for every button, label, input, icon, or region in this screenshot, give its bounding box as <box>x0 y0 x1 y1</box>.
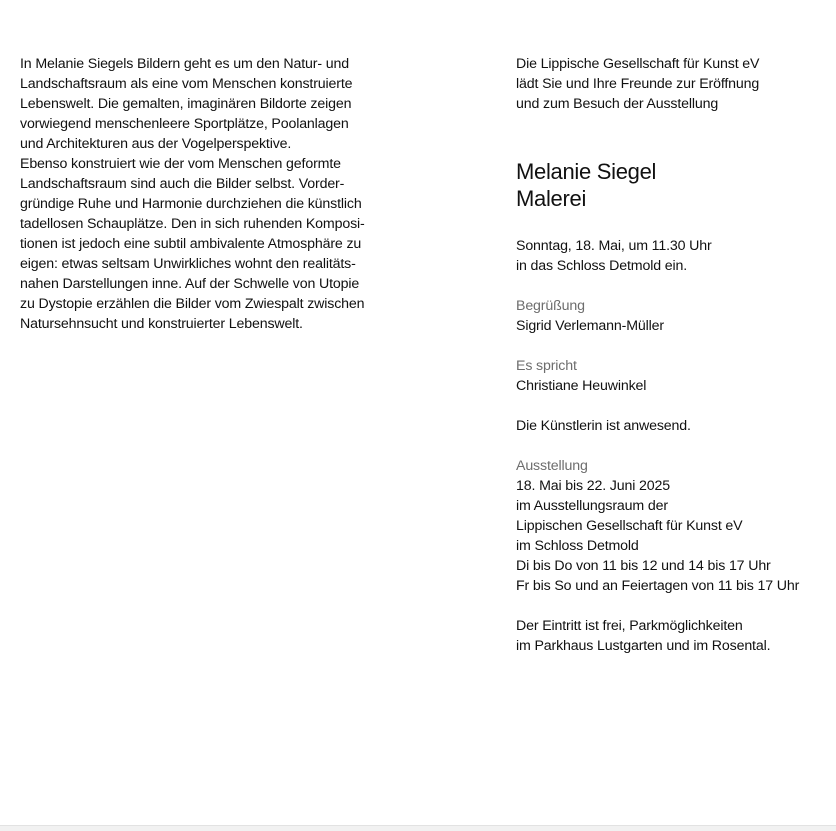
exhibition-line: im Ausstellungsraum der <box>516 498 668 514</box>
exhibition-medium: Malerei <box>516 186 587 211</box>
admission-info <box>516 616 834 656</box>
welcome-label: Begrüßung <box>516 298 585 314</box>
artist-present-text: Die Künstlerin ist anwesend. <box>516 418 691 434</box>
exhibition-line: 18. Mai bis 22. Juni 2025 <box>516 478 670 494</box>
opening-info <box>516 236 834 276</box>
description-line: Natursehnsucht und konstruierter Lebenswelt. <box>20 316 303 332</box>
exhibition-line: Lippischen Gesellschaft für Kunst eV <box>516 518 743 534</box>
description-line: vorwiegend menschenleere Sportplätze, Poolanlagen <box>20 116 349 132</box>
description-line: tionen ist jedoch eine subtil ambivalente Atmosphäre zu <box>20 236 362 252</box>
description-line: Ebenso konstruiert wie der vom Menschen geformte <box>20 156 341 172</box>
exhibition-line: im Schloss Detmold <box>516 538 639 554</box>
welcome-section <box>516 296 834 336</box>
welcome-name: Sigrid Verlemann-Müller <box>516 318 664 334</box>
exhibition-title <box>516 158 834 212</box>
artist-name: Melanie Siegel <box>516 159 657 184</box>
description-line: In Melanie Siegels Bildern geht es um den Natur- und <box>20 56 349 72</box>
invitation-details <box>516 54 834 656</box>
description-line: nahen Darstellungen inne. Auf der Schwelle von Utopie <box>20 276 360 292</box>
speaker-name: Christiane Heuwinkel <box>516 378 647 394</box>
speaker-label: Es spricht <box>516 358 577 374</box>
description-line: Landschaftsraum sind auch die Bilder selbst. Vorder- <box>20 176 345 192</box>
page-bottom-edge <box>0 825 836 831</box>
description-line: zu Dystopie erzählen die Bilder vom Zwiespalt zwischen <box>20 296 365 312</box>
artist-present-note <box>516 416 834 436</box>
opening-line: in das Schloss Detmold ein. <box>516 258 688 274</box>
exhibition-label: Ausstellung <box>516 458 588 474</box>
description-line: tadellosen Schauplätze. Den in sich ruhenden Komposi- <box>20 216 365 232</box>
exhibition-line: Di bis Do von 11 bis 12 und 14 bis 17 Uhr <box>516 558 771 574</box>
opening-line: Sonntag, 18. Mai, um 11.30 Uhr <box>516 238 712 254</box>
speaker-section <box>516 356 834 396</box>
intro-line: Die Lippische Gesellschaft für Kunst eV <box>516 56 760 72</box>
description-line: Lebenswelt. Die gemalten, imaginären Bildorte zeigen <box>20 96 352 112</box>
description-line: Landschaftsraum als eine vom Menschen konstruierte <box>20 76 353 92</box>
admission-line: im Parkhaus Lustgarten und im Rosental. <box>516 638 771 654</box>
exhibition-line: Fr bis So und an Feiertagen von 11 bis 17 Uhr <box>516 578 800 594</box>
description-text <box>20 54 392 334</box>
invitation-intro <box>516 54 834 114</box>
intro-line: und zum Besuch der Ausstellung <box>516 96 719 112</box>
intro-line: lädt Sie und Ihre Freunde zur Eröffnung <box>516 76 760 92</box>
exhibition-section <box>516 456 834 596</box>
description-line: und Architekturen aus der Vogelperspektive. <box>20 136 292 152</box>
description-line: eigen: etwas seltsam Unwirkliches wohnt den realitäts- <box>20 256 356 272</box>
description-line: gründige Ruhe und Harmonie durchziehen die künstlich <box>20 196 362 212</box>
admission-line: Der Eintritt ist frei, Parkmöglichkeiten <box>516 618 743 634</box>
